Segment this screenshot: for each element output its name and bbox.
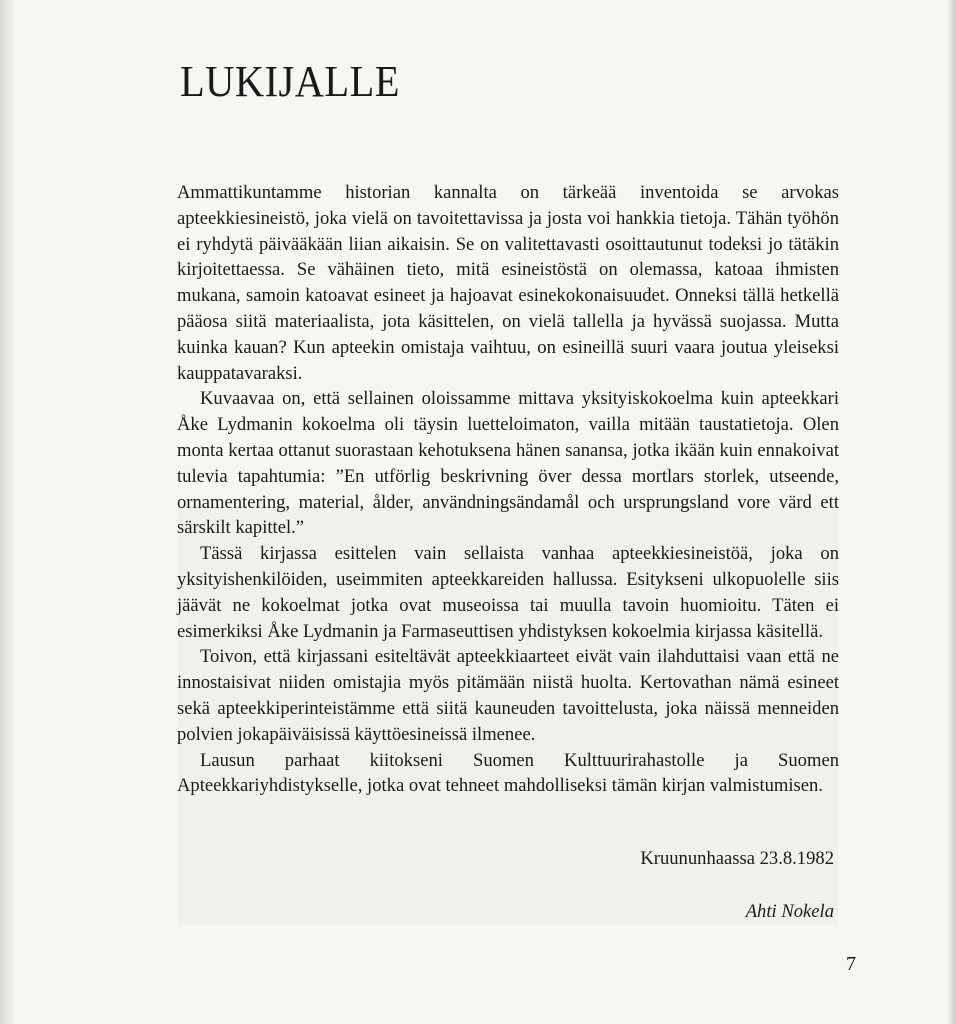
page-title: LUKIJALLE [180, 57, 400, 106]
paragraph-5: Lausun parhaat kiitokseni Suomen Kulttuurirahastolle ja Suomen Apteekkariyhdistykselle, jotka ovat tehneet mahdolliseksi tämän kirjan valmistumisen. [177, 749, 839, 797]
facing-page-edge-right [948, 0, 956, 1024]
paragraph-3: Tässä kirjassa esittelen vain sellaista vanhaa apteekkiesineistöä, joka on yksityishenkilöiden, useimmiten apteekkareiden hallussa. Esitykseni ulkopuolelle siis jäävät ne kokoelmat jotka ovat museoissa tai muulla tavoin huomioitu. Täten ei esimerkiksi Åke Lydmanin ja Farmaseuttisen yhdistyksen kokoelmia kirjassa käsitellä. [177, 543, 839, 642]
author-signature: Ahti Nokela [745, 901, 834, 922]
paragraph-4: Toivon, että kirjassani esiteltävät apteekkiaarteet eivät vain ilahduttaisi vaan että ne innostaisivat niiden omistajia myös pitämään niistä huolta. Kertovathan nämä esineet sekä apteekkiperinteistämme että siitä kauneuden tavoittelusta, joka näissä menneiden polvien jokapäiväisissä käyttöesineissä ilmenee. [177, 646, 839, 745]
paragraph-1: Ammattikuntamme historian kannalta on tärkeää inventoida se arvokas apteekkiesineistö, joka vielä on tavoitettavissa ja josta voi hankkia tietoja. Tähän työhön ei ryhdytä päivääkään liian aikaisin. Se on valitettavasti osoittautunut todeksi jo tätäkin kirjoitettaessa. Se vähäinen tieto, mitä esineistöstä on olemassa, katoaa ihmisten mukana, samoin katoavat esineet ja hajoavat esinekokonaisuudet. Onneksi tällä hetkellä pääosa siitä materiaalista, jota käsittelen, on vielä tallella ja hyvässä suojassa. Mutta kuinka kauan? Kun apteekin omistaja vaihtuu, on esineillä suuri vaara joutua yleiseksi kauppatavaraksi. [177, 182, 839, 384]
body-text [177, 180, 839, 799]
facing-page-edge-left [0, 0, 14, 1024]
paragraph-2: Kuvaavaa on, että sellainen oloissamme mittava yksityiskokoelma kuin apteekkari Åke Lydmanin kokoelma oli täysin luetteloimaton, vailla mitään taustatietoja. Olen monta kertaa ottanut suorastaan kehotuksena hänen sanansa, jotka ikään kuin ennakoivat tulevia tapahtumia: ”En utförlig beskrivning över dessa mortlars storlek, utseende, ornamentering, material, ålder, användningsändamål och ursprungsland vore värd ett särskilt kapittel.” [177, 388, 839, 539]
place-and-date: Kruununhaassa 23.8.1982 [640, 848, 834, 869]
page-number: 7 [846, 953, 856, 975]
